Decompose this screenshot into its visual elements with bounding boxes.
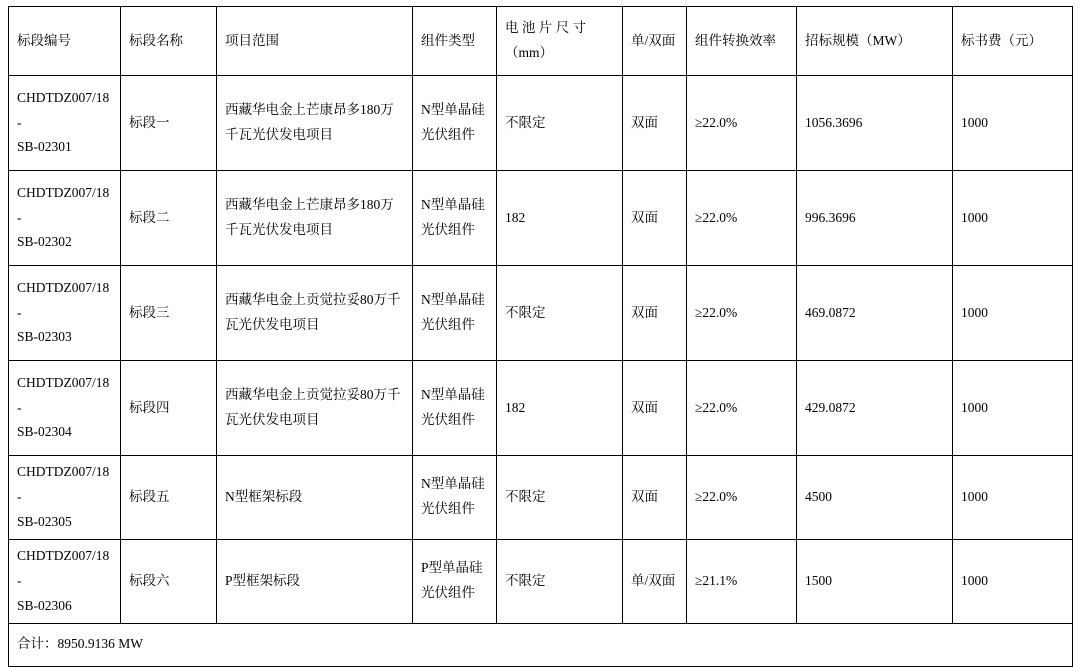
header-cell-code: 标段编号	[9, 7, 121, 76]
cell-scope: 西藏华电金上芒康昂多180万千瓦光伏发电项目	[217, 171, 413, 266]
table-row	[9, 361, 1073, 456]
cell-code	[9, 76, 121, 171]
module-type-line-2: 光伏组件	[421, 222, 475, 237]
cell-fee: 1000	[953, 171, 1073, 266]
cell-code	[9, 456, 121, 540]
cell-module-type	[413, 539, 497, 623]
cell-scope: P型框架标段	[217, 539, 413, 623]
cell-efficiency: ≥21.1%	[687, 539, 797, 623]
cell-code	[9, 171, 121, 266]
cell-fee: 1000	[953, 361, 1073, 456]
header-row	[9, 7, 1073, 76]
header-cell-fee: 标书费（元）	[953, 7, 1073, 76]
cell-scale: 1056.3696	[797, 76, 953, 171]
bid-section-table	[8, 6, 1073, 667]
cell-scale: 4500	[797, 456, 953, 540]
cell-name: 标段六	[121, 539, 217, 623]
module-type-line-1: N型单晶硅	[421, 197, 485, 213]
code-line-2: SB-02305	[17, 513, 72, 529]
cell-efficiency: ≥22.0%	[687, 171, 797, 266]
module-type-line-1: N型单晶硅	[421, 476, 485, 492]
cell-module-type	[413, 76, 497, 171]
module-type-line-1: P型单晶硅	[421, 560, 483, 576]
module-type-line-2: 光伏组件	[421, 501, 475, 517]
code-line-1: CHDTDZ007/18-	[17, 184, 110, 225]
cell-scope: N型框架标段	[217, 456, 413, 540]
cell-fee: 1000	[953, 76, 1073, 171]
header-cell-scale: 招标规模（MW）	[797, 7, 953, 76]
cell-cell-size: 不限定	[497, 266, 623, 361]
module-type-line-2: 光伏组件	[421, 585, 475, 601]
cell-cell-size: 182	[497, 171, 623, 266]
cell-fee: 1000	[953, 456, 1073, 540]
code-line-2: SB-02302	[17, 234, 72, 250]
cell-scope: 西藏华电金上贡觉拉妥80万千瓦光伏发电项目	[217, 361, 413, 456]
table-row	[9, 76, 1073, 171]
header-cell-efficiency: 组件转换效率	[687, 7, 797, 76]
cell-face: 双面	[623, 456, 687, 540]
code-line-2: SB-02303	[17, 329, 72, 345]
cell-code	[9, 361, 121, 456]
module-type-line-1: N型单晶硅	[421, 292, 485, 308]
cell-scope: 西藏华电金上贡觉拉妥80万千瓦光伏发电项目	[217, 266, 413, 361]
cell-efficiency: ≥22.0%	[687, 266, 797, 361]
table-row	[9, 266, 1073, 361]
cell-code	[9, 266, 121, 361]
cell-module-type	[413, 361, 497, 456]
cell-scale: 1500	[797, 539, 953, 623]
cell-code	[9, 539, 121, 623]
code-line-2: SB-02301	[17, 139, 72, 155]
table-footer	[9, 623, 1073, 666]
code-line-1: CHDTDZ007/18-	[17, 89, 110, 130]
header-cell-name: 标段名称	[121, 7, 217, 76]
cell-name: 标段四	[121, 361, 217, 456]
table-body	[9, 76, 1073, 624]
cell-scope: 西藏华电金上芒康昂多180万千瓦光伏发电项目	[217, 76, 413, 171]
cell-name: 标段一	[121, 76, 217, 171]
header-cell-face: 单/双面	[623, 7, 687, 76]
cell-cell-size: 不限定	[497, 76, 623, 171]
table-row	[9, 171, 1073, 266]
cell-face: 双面	[623, 171, 687, 266]
module-type-line-1: N型单晶硅	[421, 387, 485, 403]
cell-scale: 469.0872	[797, 266, 953, 361]
module-type-line-2: 光伏组件	[421, 127, 475, 142]
table-row	[9, 539, 1073, 623]
cell-module-type	[413, 171, 497, 266]
cell-scale: 996.3696	[797, 171, 953, 266]
cell-efficiency: ≥22.0%	[687, 456, 797, 540]
code-line-2: SB-02306	[17, 597, 72, 613]
header-cell-module-type: 组件类型	[413, 7, 497, 76]
footer-row	[9, 623, 1073, 666]
cell-cell-size: 不限定	[497, 456, 623, 540]
code-line-1: CHDTDZ007/18-	[17, 374, 110, 415]
header-cell-size-line2: （mm）	[505, 45, 554, 60]
code-line-1: CHDTDZ007/18-	[17, 464, 110, 504]
cell-cell-size: 182	[497, 361, 623, 456]
cell-face: 双面	[623, 361, 687, 456]
total-cell: 合计：8950.9136 MW	[9, 623, 1073, 666]
code-line-1: CHDTDZ007/18-	[17, 547, 110, 588]
cell-name: 标段三	[121, 266, 217, 361]
cell-name: 标段二	[121, 171, 217, 266]
code-line-2: SB-02304	[17, 424, 72, 440]
cell-efficiency: ≥22.0%	[687, 361, 797, 456]
cell-scale: 429.0872	[797, 361, 953, 456]
module-type-line-2: 光伏组件	[421, 412, 475, 427]
cell-face: 双面	[623, 266, 687, 361]
cell-face: 双面	[623, 76, 687, 171]
header-cell-cell-size	[497, 7, 623, 76]
table-row	[9, 456, 1073, 540]
module-type-line-2: 光伏组件	[421, 317, 475, 332]
cell-module-type	[413, 456, 497, 540]
cell-face: 单/双面	[623, 539, 687, 623]
cell-cell-size: 不限定	[497, 539, 623, 623]
cell-efficiency: ≥22.0%	[687, 76, 797, 171]
cell-fee: 1000	[953, 266, 1073, 361]
cell-module-type	[413, 266, 497, 361]
cell-name: 标段五	[121, 456, 217, 540]
header-cell-size-line1: 电 池 片 尺 寸	[505, 20, 586, 36]
cell-fee: 1000	[953, 539, 1073, 623]
module-type-line-1: N型单晶硅	[421, 102, 485, 118]
code-line-1: CHDTDZ007/18-	[17, 279, 110, 320]
header-cell-scope: 项目范围	[217, 7, 413, 76]
table-header	[9, 7, 1073, 76]
